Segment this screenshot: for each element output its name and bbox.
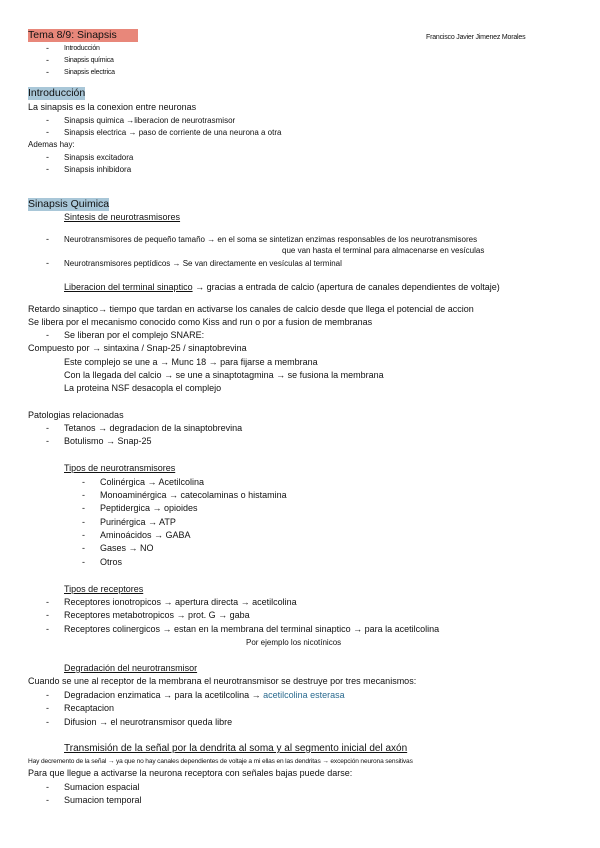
body-text: Este complejo se une a → Munc 18 → para fijarse a membrana: [64, 357, 318, 367]
list-item: Receptores metabotropicos → prot. G → gaba: [64, 610, 250, 620]
acetilcolinesterasa-link[interactable]: acetilcolina esterasa: [263, 690, 345, 700]
body-text: Para que llegue a activarse la neurona receptora con señales bajas puede darse:: [28, 768, 353, 778]
list-dash: -: [46, 717, 49, 727]
author-name: Francisco Javier Jimenez Morales: [426, 34, 526, 41]
list-item: Sumacion espacial: [64, 782, 140, 792]
degradacion-text: Degradacion enzimatica → para la acetilcolina →: [64, 690, 264, 700]
list-dash: -: [82, 557, 85, 567]
body-text: Con la llegada del calcio → se une a sinaptotagmina → se fusiona la membrana: [64, 370, 384, 380]
list-dash: -: [46, 330, 49, 340]
list-item: Difusion → el neurotransmisor queda libre: [64, 717, 233, 727]
list-item: Sinapsis inhibidora: [64, 165, 132, 174]
list-dash: -: [46, 127, 49, 137]
list-item: Neurotransmisores de pequeño tamaño → en el soma se sintetizan enzimas responsables de los neurotransmisores: [64, 235, 478, 244]
list-dash: -: [82, 503, 85, 513]
list-item: Tetanos → degradacion de la sinaptobrevina: [64, 423, 243, 433]
section-heading-quimica: Sinapsis Quimica: [28, 198, 110, 210]
body-text: Compuesto por → sintaxina / Snap-25 / sinaptobrevina: [28, 343, 247, 353]
list-item: [64, 690, 345, 701]
list-item: Receptores ionotropicos → apertura directa → acetilcolina: [64, 597, 297, 607]
list-item: Sumacion temporal: [64, 795, 142, 805]
list-item: Receptores colinergicos → estan en la membrana del terminal sinaptico → para la acetilcolina: [64, 624, 440, 634]
list-dash: -: [82, 490, 85, 500]
body-text-small: Hay decremento de la señal → ya que no hay canales dependientes de voltaje a mi ellas en las dendritas → excepción neurona sensitivas: [28, 758, 413, 765]
list-item: Colinérgica → Acetilcolina: [100, 477, 205, 487]
list-item: Sinapsis excitadora: [64, 153, 134, 162]
list-dash: -: [46, 782, 49, 792]
list-dash: -: [46, 258, 49, 268]
list-dash: -: [82, 517, 85, 527]
subheading: Transmisión de la señal por la dendrita al soma y al segmento inicial del axón: [64, 743, 408, 754]
list-item: Monoaminérgica → catecolaminas o histamina: [100, 490, 287, 500]
liberacion-text: → gracias a entrada de calcio (apertura de canales dependientes de voltaje): [192, 282, 500, 292]
body-text: La proteina NSF desacopla el complejo: [64, 383, 222, 393]
list-dash: -: [46, 795, 49, 805]
subheading: Tipos de neurotransmisores: [64, 463, 176, 473]
list-dash: -: [46, 164, 49, 174]
subheading: Tipos de receptores: [64, 584, 144, 594]
list-dash: -: [82, 530, 85, 540]
list-item: Purinérgica → ATP: [100, 517, 176, 527]
list-item: Sinapsis quimica →liberacion de neurotrasmisor: [64, 116, 236, 125]
list-dash: -: [46, 43, 49, 53]
list-dash: -: [46, 703, 49, 713]
list-dash: -: [46, 67, 49, 77]
body-text: Retardo sinaptico→ tiempo que tardan en activarse los canales de calcio desde que llega el potencial de accion: [28, 304, 474, 314]
list-item: Sinapsis electrica → paso de corriente de una neurona a otra: [64, 128, 282, 137]
list-item: Botulismo → Snap-25: [64, 436, 152, 446]
list-dash: -: [46, 436, 49, 446]
list-item-continuation: Por ejemplo los nicotínicos: [246, 638, 342, 647]
list-item: Se liberan por el complejo SNARE:: [64, 330, 205, 340]
list-dash: -: [46, 624, 49, 634]
intro-text: Ademas hay:: [28, 140, 75, 149]
list-dash: -: [46, 115, 49, 125]
subheading: Sintesis de neurotrasmisores: [64, 212, 181, 222]
toc-item: Sinapsis química: [64, 57, 114, 64]
subheading: Degradación del neurotransmisor: [64, 663, 198, 673]
list-dash: -: [46, 597, 49, 607]
list-dash: -: [82, 477, 85, 487]
body-text: Cuando se une al receptor de la membrana el neurotransmisor se destruye por tres mecanismos:: [28, 676, 417, 686]
list-item: Neurotransmisores peptídicos → Se van directamente en vesículas al terminal: [64, 259, 342, 268]
section-heading-intro: Introducción: [28, 87, 86, 99]
body-text: Patologias relacionadas: [28, 410, 124, 420]
toc-item: Introducción: [64, 45, 100, 52]
body-text: Se libera por el mecanismo conocido como Kiss and run o por a fusion de membranas: [28, 317, 373, 327]
list-dash: -: [46, 152, 49, 162]
list-dash: -: [46, 234, 49, 244]
toc-item: Sinapsis electrica: [64, 69, 115, 76]
page-title: Tema 8/9: Sinapsis: [28, 29, 138, 42]
list-dash: -: [46, 55, 49, 65]
list-dash: -: [82, 543, 85, 553]
list-item-continuation: que van hasta el terminal para almacenarse en vesículas: [282, 246, 485, 255]
liberacion-line: [64, 282, 500, 293]
list-item: Peptidergica → opioides: [100, 503, 198, 513]
list-dash: -: [46, 610, 49, 620]
list-dash: -: [46, 423, 49, 433]
list-item: Recaptacion: [64, 703, 115, 713]
intro-text: La sinapsis es la conexion entre neuronas: [28, 102, 197, 112]
list-item: Otros: [100, 557, 123, 567]
list-item: Aminoácidos → GABA: [100, 530, 191, 540]
list-item: Gases → NO: [100, 543, 154, 553]
subheading: Liberacion del terminal sinaptico: [64, 282, 193, 292]
list-dash: -: [46, 690, 49, 700]
